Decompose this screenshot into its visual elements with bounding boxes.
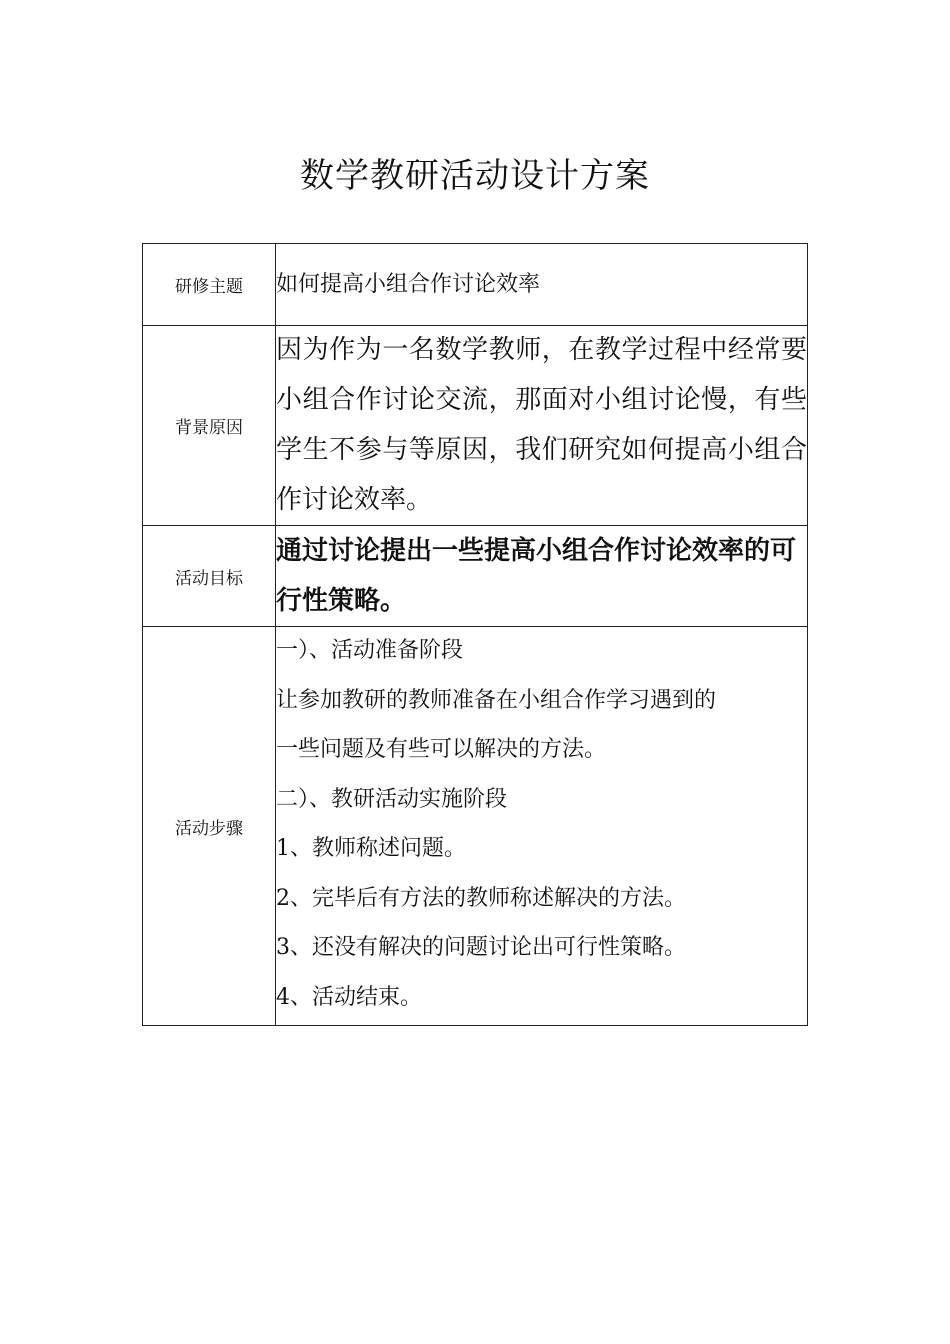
table-row-background bbox=[143, 326, 808, 526]
step-line: 2、完毕后有方法的教师称述解决的方法。 bbox=[276, 885, 686, 911]
topic-cell bbox=[276, 244, 808, 326]
step-line: 一些问题及有些可以解决的方法。 bbox=[276, 737, 607, 762]
goal-text: 通过讨论提出一些提高小组合作讨论效率的可行性策略。 bbox=[276, 536, 797, 616]
background-text: 因为作为一名数学教师，在教学过程中经常要小组合作讨论交流，那面对小组讨论慢，有些学生不参与等原因，我们研究如何提高小组合作讨论效率。 bbox=[276, 334, 807, 515]
step-line: 4、活动结束。 bbox=[276, 984, 422, 1010]
step-line: 二）、教研活动实施阶段 bbox=[276, 786, 508, 812]
background-label: 背景原因 bbox=[143, 326, 276, 526]
table-row-topic bbox=[143, 244, 808, 326]
goal-label: 活动目标 bbox=[143, 526, 276, 627]
goal-cell bbox=[276, 526, 808, 627]
background-cell bbox=[276, 326, 808, 526]
step-line: 3、还没有解决的问题讨论出可行性策略。 bbox=[276, 935, 686, 960]
activity-plan-table bbox=[142, 243, 808, 1026]
step-line: 一）、活动准备阶段 bbox=[276, 638, 464, 663]
steps-label: 活动步骤 bbox=[143, 627, 276, 1026]
page-title: 数学教研活动设计方案 bbox=[300, 156, 650, 196]
topic-text: 如何提高小组合作讨论效率 bbox=[276, 271, 541, 297]
steps-cell bbox=[276, 627, 808, 1026]
steps-list bbox=[276, 626, 807, 1022]
table-row-steps bbox=[143, 627, 808, 1026]
step-line: 1、教师称述问题。 bbox=[276, 836, 466, 861]
step-line: 让参加教研的教师准备在小组合作学习遇到的 bbox=[276, 687, 717, 713]
table-row-goal bbox=[143, 526, 808, 627]
topic-label: 研修主题 bbox=[143, 244, 276, 326]
